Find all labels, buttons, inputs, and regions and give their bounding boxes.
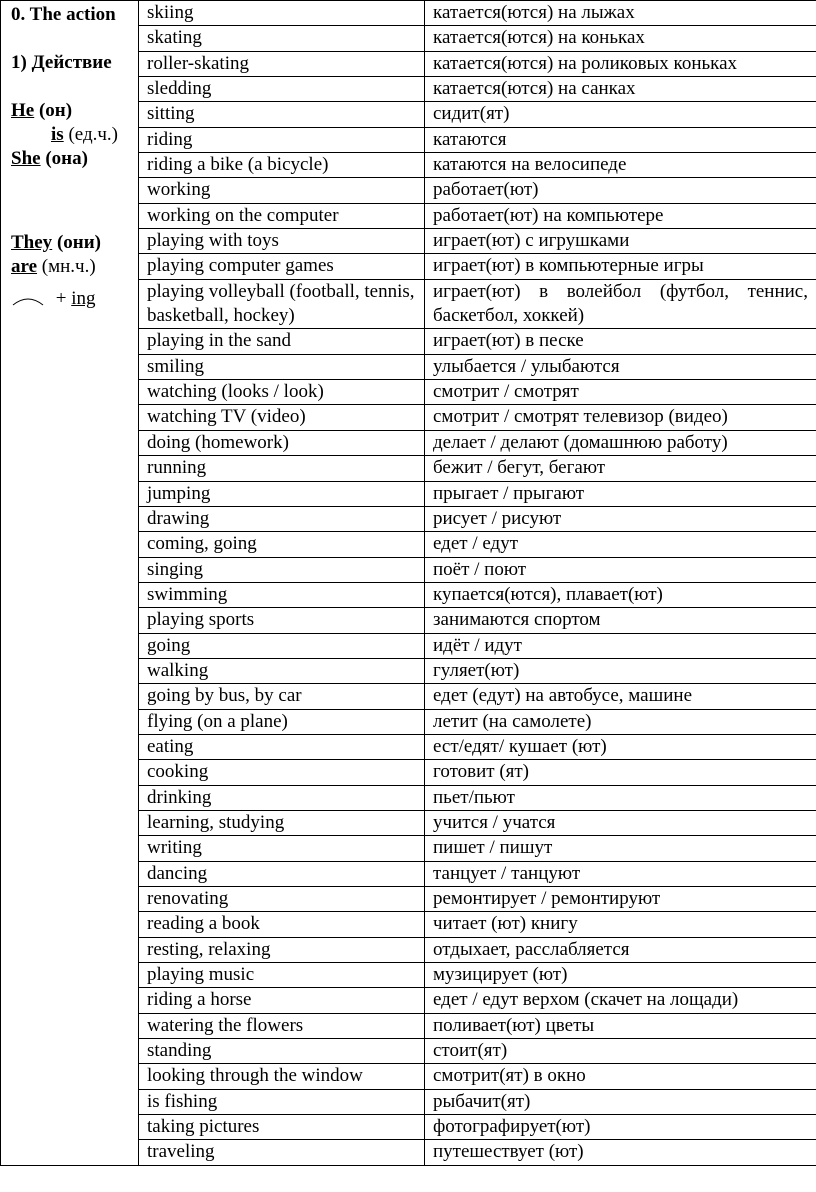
russian-translation: фотографирует(ют) <box>425 1115 816 1140</box>
russian-translation: играет(ют) в компьютерные игры <box>425 254 816 279</box>
russian-translation: играет(ют) в волейбол (футбол, теннис, баскетбол, хоккей) <box>425 279 816 329</box>
russian-translation: путешествует (ют) <box>425 1140 816 1166</box>
russian-translation: играет(ют) с игрушками <box>425 229 816 254</box>
russian-translation: едет / едут верхом (скачет на лощади) <box>425 988 816 1013</box>
english-phrase: running <box>139 456 425 481</box>
english-phrase: playing computer games <box>139 254 425 279</box>
russian-translation: улыбается / улыбаются <box>425 354 816 379</box>
english-phrase: walking <box>139 658 425 683</box>
english-phrase: doing (homework) <box>139 430 425 455</box>
english-phrase: playing music <box>139 963 425 988</box>
english-phrase: sledding <box>139 77 425 102</box>
russian-translation: читает (ют) книгу <box>425 912 816 937</box>
english-phrase: playing volleyball (football, tennis, basketball, hockey) <box>139 279 425 329</box>
english-phrase: singing <box>139 557 425 582</box>
english-phrase: working on the computer <box>139 203 425 228</box>
russian-translation: учится / учатся <box>425 810 816 835</box>
english-phrase: playing with toys <box>139 229 425 254</box>
verb-is: is <box>51 124 64 145</box>
english-phrase: resting, relaxing <box>139 937 425 962</box>
table-row <box>1 1 816 26</box>
pronoun-she-translation: (она) <box>45 148 88 169</box>
russian-translation: пишет / пишут <box>425 836 816 861</box>
grammar-note-cell <box>1 1 139 1166</box>
russian-translation: работает(ют) на компьютере <box>425 203 816 228</box>
russian-translation: рыбачит(ят) <box>425 1089 816 1114</box>
russian-translation: поливает(ют) цветы <box>425 1013 816 1038</box>
russian-translation: катаются на велосипеде <box>425 153 816 178</box>
russian-translation: катаются <box>425 127 816 152</box>
russian-translation: стоит(ят) <box>425 1039 816 1064</box>
english-phrase: riding a bike (a bicycle) <box>139 153 425 178</box>
vocabulary-rows <box>1 1 816 1166</box>
english-phrase: traveling <box>139 1140 425 1166</box>
english-phrase: going <box>139 633 425 658</box>
english-phrase: going by bus, by car <box>139 684 425 709</box>
russian-translation: смотрит / смотрят <box>425 380 816 405</box>
russian-translation: едет / едут <box>425 532 816 557</box>
english-phrase: roller-skating <box>139 51 425 76</box>
english-phrase: drawing <box>139 506 425 531</box>
russian-translation: поёт / поют <box>425 557 816 582</box>
pronoun-they: They <box>11 232 53 253</box>
plural-note: (мн.ч.) <box>41 256 96 277</box>
russian-translation: ест/едят/ кушает (ют) <box>425 734 816 759</box>
russian-translation: смотрит / смотрят телевизор (видео) <box>425 405 816 430</box>
english-phrase: coming, going <box>139 532 425 557</box>
russian-translation: сидит(ят) <box>425 102 816 127</box>
russian-translation: катается(ются) на коньках <box>425 26 816 51</box>
russian-translation: делает / делают (домашнюю работу) <box>425 430 816 455</box>
russian-translation: смотрит(ят) в окно <box>425 1064 816 1089</box>
english-phrase: working <box>139 178 425 203</box>
russian-translation: играет(ют) в песке <box>425 329 816 354</box>
english-phrase: watering the flowers <box>139 1013 425 1038</box>
russian-translation: катается(ются) на лыжах <box>425 1 816 26</box>
pronoun-he: He <box>11 100 35 121</box>
english-phrase: jumping <box>139 481 425 506</box>
english-phrase: is fishing <box>139 1089 425 1114</box>
pronoun-he-translation: (он) <box>38 100 73 121</box>
russian-translation: летит (на самолете) <box>425 709 816 734</box>
english-phrase: cooking <box>139 760 425 785</box>
english-phrase: drinking <box>139 785 425 810</box>
english-phrase: standing <box>139 1039 425 1064</box>
english-phrase: sitting <box>139 102 425 127</box>
english-phrase: eating <box>139 734 425 759</box>
russian-translation: ремонтирует / ремонтируют <box>425 887 816 912</box>
english-phrase: swimming <box>139 582 425 607</box>
english-phrase: flying (on a plane) <box>139 709 425 734</box>
singular-note: (ед.ч.) <box>68 124 118 145</box>
pronoun-they-translation: (они) <box>56 232 101 253</box>
english-phrase: taking pictures <box>139 1115 425 1140</box>
russian-translation: едет (едут) на автобусе, машине <box>425 684 816 709</box>
english-phrase: playing sports <box>139 608 425 633</box>
section-title: 0. The action <box>11 4 116 25</box>
russian-translation: гуляет(ют) <box>425 658 816 683</box>
russian-translation: прыгает / прыгают <box>425 481 816 506</box>
russian-translation: отдыхает, расслабляется <box>425 937 816 962</box>
english-phrase: riding a horse <box>139 988 425 1013</box>
ing-suffix: ing <box>71 288 96 309</box>
russian-translation: музицирует (ют) <box>425 963 816 988</box>
english-phrase: skating <box>139 26 425 51</box>
russian-translation: катается(ются) на санках <box>425 77 816 102</box>
plus-sign: + <box>55 288 67 309</box>
verb-are: are <box>11 256 38 277</box>
english-phrase: playing in the sand <box>139 329 425 354</box>
english-phrase: watching (looks / look) <box>139 380 425 405</box>
russian-translation: пьет/пьют <box>425 785 816 810</box>
russian-translation: занимаются спортом <box>425 608 816 633</box>
english-phrase: dancing <box>139 861 425 886</box>
english-phrase: renovating <box>139 887 425 912</box>
english-phrase: watching TV (video) <box>139 405 425 430</box>
verb-arc-icon <box>11 293 45 307</box>
russian-translation: купается(ются), плавает(ют) <box>425 582 816 607</box>
russian-translation: бежит / бегут, бегают <box>425 456 816 481</box>
english-phrase: riding <box>139 127 425 152</box>
russian-translation: готовит (ят) <box>425 760 816 785</box>
pronoun-she: She <box>11 148 41 169</box>
russian-translation: идёт / идут <box>425 633 816 658</box>
russian-translation: танцует / танцуют <box>425 861 816 886</box>
english-phrase: reading a book <box>139 912 425 937</box>
english-phrase: writing <box>139 836 425 861</box>
english-phrase: smiling <box>139 354 425 379</box>
russian-translation: катается(ются) на роликовых коньках <box>425 51 816 76</box>
english-phrase: learning, studying <box>139 810 425 835</box>
english-phrase: looking through the window <box>139 1064 425 1089</box>
russian-translation: рисует / рисуют <box>425 506 816 531</box>
russian-translation: работает(ют) <box>425 178 816 203</box>
english-phrase: skiing <box>139 1 425 26</box>
section-heading: 1) Действие <box>11 52 112 73</box>
